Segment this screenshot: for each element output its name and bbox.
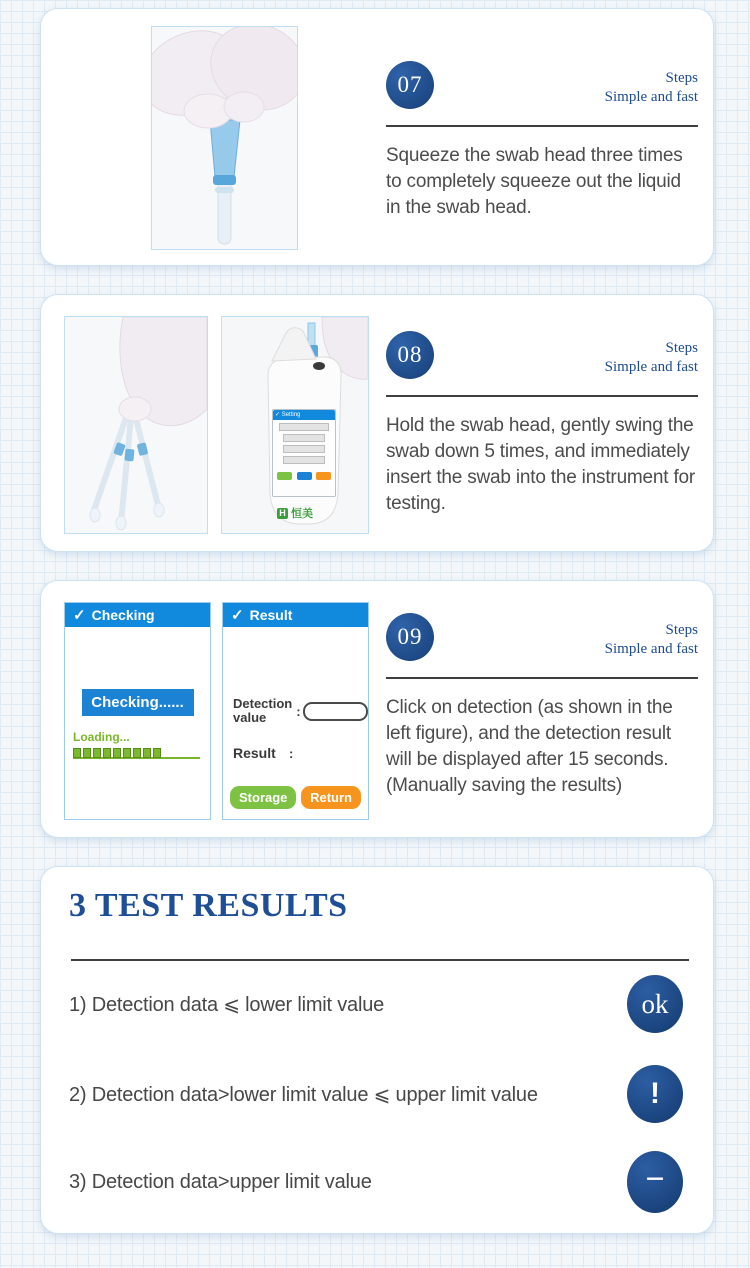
return-button: Return <box>301 786 361 809</box>
check-icon: ✓ <box>73 607 86 624</box>
warning-icon: ! <box>627 1065 683 1123</box>
step-09-card <box>40 580 714 838</box>
result-row <box>233 745 368 761</box>
progress-segments <box>73 748 161 758</box>
device-field-bar <box>283 434 325 442</box>
device-field-bar <box>283 445 325 453</box>
steps-label: Steps <box>665 340 698 356</box>
device-orange-button <box>316 472 331 480</box>
divider <box>386 125 698 127</box>
colon: : <box>289 745 294 761</box>
device-field-bar <box>279 423 329 431</box>
swab-squeeze-illustration <box>152 27 297 249</box>
result-label: Result <box>233 745 276 761</box>
detection-value-label: Detection value <box>233 696 293 725</box>
photo-swing-swab <box>64 316 208 534</box>
step-tagline <box>605 61 698 107</box>
detection-value-row <box>233 697 368 725</box>
step-description: Squeeze the swab head three times to completely squeeze out the liquid in the swab head. <box>386 145 683 218</box>
photo-squeeze-swab <box>151 26 298 250</box>
device-screen <box>272 409 336 497</box>
step-number-badge: 07 <box>386 61 434 109</box>
swab-swing-illustration <box>65 317 207 533</box>
result-rule-text: 1) Detection data ⩽ lower limit value <box>69 993 385 1016</box>
step-tagline <box>605 331 698 377</box>
device-blue-button <box>297 472 312 480</box>
loading-progress-bar <box>73 746 200 759</box>
results-section-title: 3 TEST RESULTS <box>69 887 348 924</box>
detection-value-field <box>303 702 368 721</box>
step-description: Hold the swab head, gently swing the swab down 5 times, and immediately insert the swab into the instrument for testing. <box>386 415 696 514</box>
result-rule-row <box>69 974 683 1034</box>
check-icon: ✓ <box>231 607 244 624</box>
result-screen-header <box>223 603 368 627</box>
step-tagline <box>605 613 698 659</box>
brand-logo-icon: H <box>277 508 288 519</box>
device-screen-header <box>273 410 335 420</box>
device-field-bar <box>283 456 325 464</box>
minus-icon: − <box>627 1151 683 1213</box>
step-number-badge: 09 <box>386 613 434 661</box>
brand-logo-text: 恒美 <box>291 508 313 520</box>
check-icon: ✓ <box>275 412 281 418</box>
result-rule-text: 2) Detection data>lower limit value ⩽ upper limit value <box>69 1083 538 1106</box>
photo-insert-instrument <box>221 316 369 534</box>
step-08-card <box>40 294 714 552</box>
loading-label: Loading... <box>73 730 130 744</box>
step-number-badge: 08 <box>386 331 434 379</box>
result-screen-title: Result <box>249 607 293 623</box>
steps-label: Steps <box>665 70 698 86</box>
checking-screen-header <box>65 603 210 627</box>
colon: : <box>296 703 301 719</box>
result-rule-row <box>69 1064 683 1124</box>
simple-fast-label: Simple and fast <box>604 359 698 375</box>
ok-icon: ok <box>627 975 683 1033</box>
brand-logo <box>222 505 368 521</box>
result-screen <box>222 602 369 820</box>
checking-screen-title: Checking <box>91 607 155 623</box>
divider <box>386 677 698 679</box>
device-buttons <box>277 472 331 480</box>
result-rule-text: 3) Detection data>upper limit value <box>69 1170 372 1193</box>
device-screen-title: Setting <box>281 412 301 418</box>
device-green-button <box>277 472 292 480</box>
divider <box>386 395 698 397</box>
checking-button: Checking...... <box>82 689 194 716</box>
simple-fast-label: Simple and fast <box>604 641 698 657</box>
divider <box>71 959 689 961</box>
step-07-card <box>40 8 714 266</box>
simple-fast-label: Simple and fast <box>604 89 698 105</box>
result-rule-row <box>69 1152 683 1212</box>
storage-button: Storage <box>230 786 296 809</box>
step-description: Click on detection (as shown in the left figure), and the detection result will be displayed after 15 seconds. (Manually saving the results) <box>386 697 673 796</box>
test-results-card <box>40 866 714 1234</box>
checking-screen <box>64 602 211 820</box>
steps-label: Steps <box>665 622 698 638</box>
